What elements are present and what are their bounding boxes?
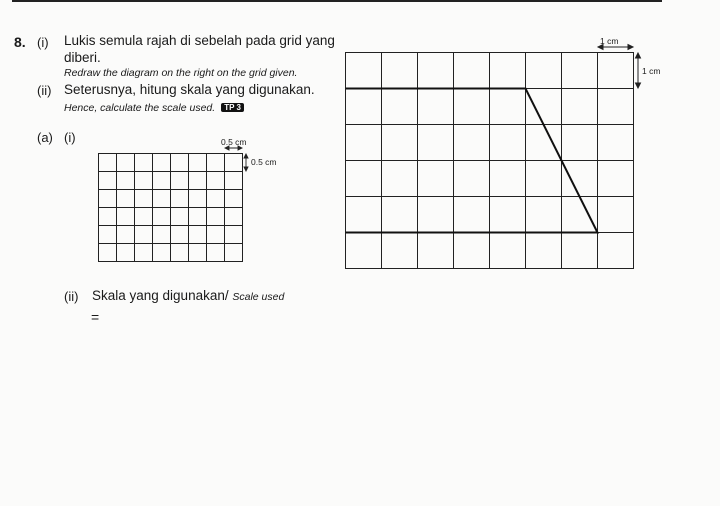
answer-a-i-label: (i) [64, 130, 76, 145]
tp-badge: TP 3 [221, 103, 244, 112]
diagram-grid [340, 35, 680, 275]
answer-a-label: (a) [37, 130, 53, 145]
answer-a-ii-label: (ii) [64, 289, 79, 304]
scale-used-line [92, 288, 284, 303]
scale-used-ms: Skala yang digunakan/ [92, 288, 229, 303]
small-height-arrow [244, 154, 248, 171]
top-rule [12, 0, 662, 2]
big-grid-width-label: 1 cm [600, 36, 619, 46]
scale-used-en: Scale used [232, 291, 285, 303]
answer-grid [95, 135, 285, 265]
answer-grid-lines [99, 154, 243, 262]
question-number: 8. [14, 34, 26, 50]
big-grid-height-label: 1 cm [642, 66, 661, 76]
scale-equals-sign: = [91, 309, 100, 325]
part-i-instruction-ms: Lukis semula rajah di sebelah pada grid yang [64, 33, 335, 48]
big-height-arrow [636, 53, 641, 88]
part-ii-instruction-en [64, 102, 244, 114]
small-grid-height-label: 0.5 cm [251, 157, 277, 167]
part-i-instruction-ms-cont: diberi. [64, 50, 101, 65]
part-i-instruction-en: Redraw the diagram on the right on the grid given. [64, 67, 298, 79]
part-ii-label: (ii) [37, 83, 52, 98]
diagram-grid-lines [346, 53, 634, 269]
small-grid-width-label: 0.5 cm [221, 137, 247, 147]
part-ii-instruction-en-text: Hence, calculate the scale used. [64, 102, 216, 114]
part-ii-instruction-ms: Seterusnya, hitung skala yang digunakan. [64, 82, 315, 97]
part-i-label: (i) [37, 35, 49, 50]
